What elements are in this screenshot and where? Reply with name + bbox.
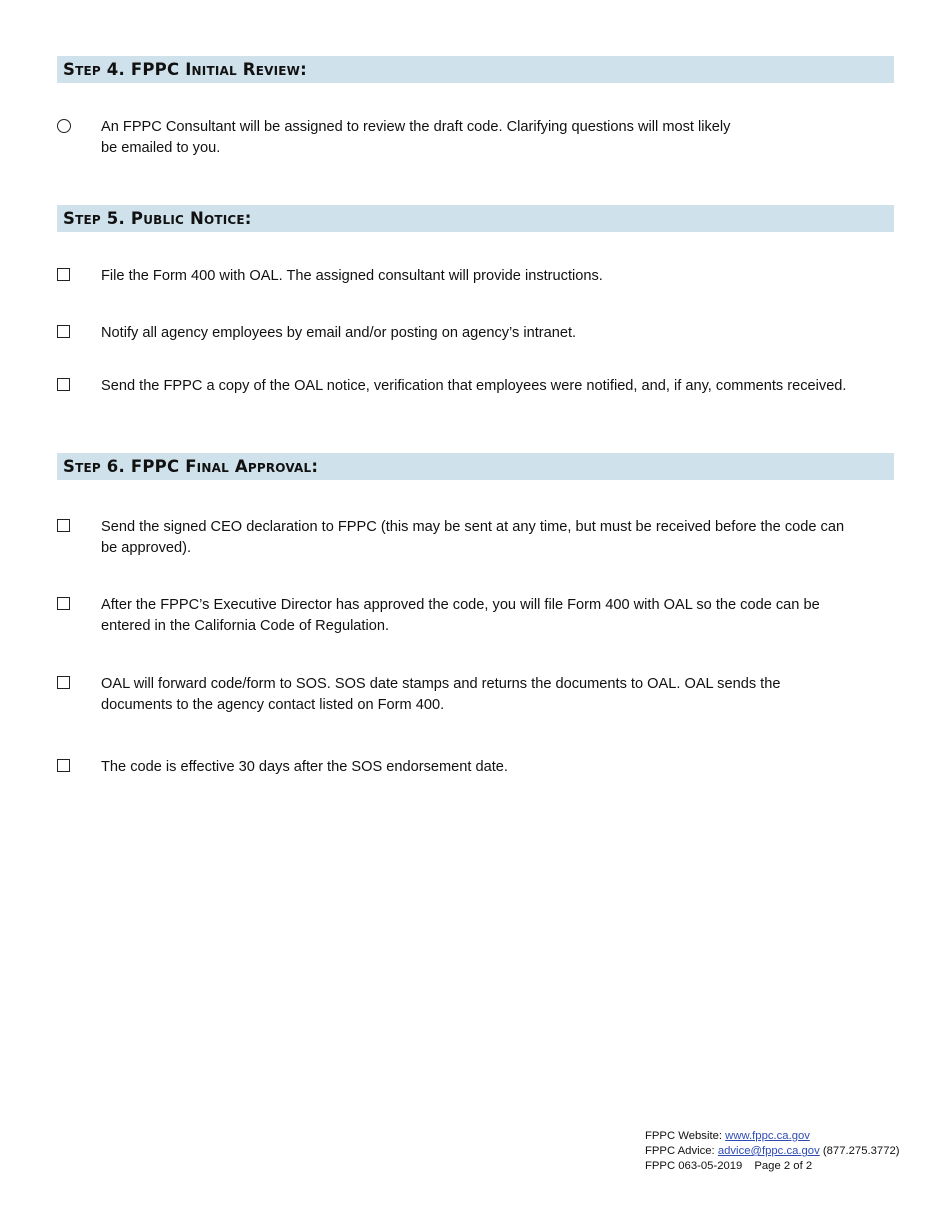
- radio-circle-icon[interactable]: [57, 119, 71, 133]
- step-6-header: [57, 453, 894, 480]
- form-id: FPPC 063-05-2019: [645, 1160, 743, 1172]
- checkbox-icon[interactable]: [57, 378, 70, 391]
- checkbox-icon[interactable]: [57, 519, 70, 532]
- page-number: Page 2 of 2: [754, 1160, 813, 1172]
- checkbox-icon[interactable]: [57, 268, 70, 281]
- step-5-header: [57, 205, 894, 232]
- step-4-item-1-text: An FPPC Consultant will be assigned to review the draft code. Clarifying questions will most likely be emailed to you.: [101, 119, 731, 156]
- step-4-header: [57, 56, 894, 83]
- footer-website-line: FPPC Website: www.fppc.ca.gov: [645, 1130, 810, 1142]
- step-6-item-1-text: Send the signed CEO declaration to FPPC (this may be sent at any time, but must be received before the code can be approved).: [101, 519, 845, 556]
- step-6-item-3-text: OAL will forward code/form to SOS. SOS date stamps and returns the documents to OAL. OAL sends the documents to the agency contact listed on Form 400.: [101, 676, 781, 713]
- checkbox-icon[interactable]: [57, 325, 70, 338]
- page-footer: [645, 1129, 900, 1174]
- step-5-title: Step 5. Public Notice:: [63, 209, 252, 228]
- footer-form-line: [645, 1159, 900, 1174]
- step-6-item-2-text: After the FPPC’s Executive Director has approved the code, you will file Form 400 with OAL so the code can be entered in the California Code of Regulation.: [101, 597, 820, 634]
- checkbox-icon[interactable]: [57, 597, 70, 610]
- step-5-item-1-text: File the Form 400 with OAL. The assigned consultant will provide instructions.: [101, 268, 603, 284]
- step-6-item-4-text: The code is effective 30 days after the SOS endorsement date.: [101, 759, 508, 775]
- website-link[interactable]: www.fppc.ca.gov: [725, 1130, 810, 1142]
- step-5-item-2-text: Notify all agency employees by email and/or posting on agency’s intranet.: [101, 325, 577, 341]
- step-4-title: Step 4. FPPC Initial Review:: [63, 60, 307, 79]
- checkbox-icon[interactable]: [57, 676, 70, 689]
- step-6-title: Step 6. FPPC Final Approval:: [63, 457, 319, 476]
- footer-advice-line: FPPC Advice: advice@fppc.ca.gov (877.275.3772): [645, 1145, 900, 1157]
- advice-email-link[interactable]: advice@fppc.ca.gov: [717, 1145, 820, 1157]
- step-5-item-3-text: Send the FPPC a copy of the OAL notice, verification that employees were notified, and, if any, comments received.: [101, 378, 847, 394]
- checkbox-icon[interactable]: [57, 759, 70, 772]
